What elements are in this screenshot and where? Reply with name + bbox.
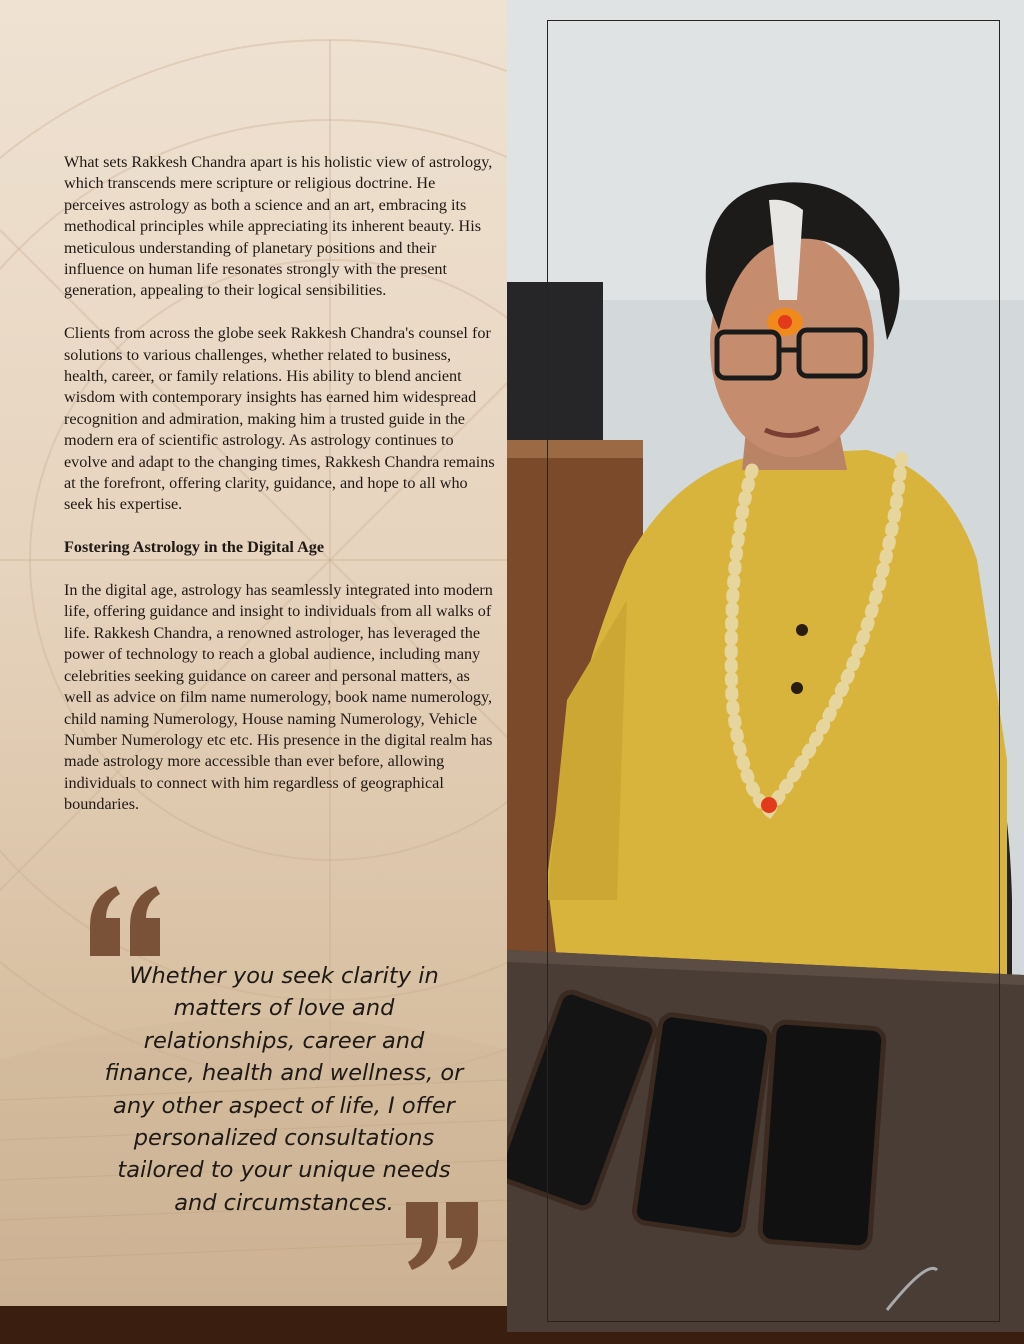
pull-quote: Whether you seek clarity in matters of love and relationships, career and finance, health and wellness, or any other aspect of life, I offer personalized consultations tailored to your unique needs and circumstances. bbox=[104, 963, 464, 1216]
close-quote-icon bbox=[402, 1198, 486, 1278]
left-column bbox=[0, 0, 507, 1306]
article-body bbox=[64, 152, 496, 837]
paragraph-1: What sets Rakkesh Chandra apart is his holistic view of astrology, which transcends mere scripture or religious doctrine. He perceives astrology as both a science and an art, embracing its methodical principles while appreciating its inherent beauty. His meticulous understanding of planetary positions and their influence on human life resonates strongly with the present generation, appealing to their logical sensibilities. bbox=[64, 153, 493, 300]
section-heading: Fostering Astrology in the Digital Age bbox=[64, 538, 325, 557]
paragraph-2: Clients from across the globe seek Rakkesh Chandra's counsel for solutions to various challenges, whether related to business, health, career, or family relations. His ability to blend ancient wisdom with contemporary insights has earned him widespread recognition and admiration, making him a trusted guide in the modern era of scientific astrology. As astrology continues to evolve and adapt to the changing times, Rakkesh Chandra remains at the forefront, offering clarity, guidance, and hope to all who seek his expertise. bbox=[64, 324, 495, 514]
footer-bar-right bbox=[507, 1332, 1024, 1344]
open-quote-icon bbox=[86, 878, 170, 958]
photo-frame-border bbox=[547, 20, 1000, 1322]
footer-bar bbox=[0, 1306, 507, 1344]
paragraph-3: In the digital age, astrology has seamlessly integrated into modern life, offering guidance and insight to individuals from all walks of life. Rakkesh Chandra, a renowned astrologer, has leveraged the power of technology to reach a global audience, including many celebrities seeking guidance on career and personal matters, as well as advice on film name numerology, book name numerology, child naming Numerology, House naming Numerology, Vehicle Number Numerology etc etc. His presence in the digital realm has made astrology more accessible than ever before, allowing individuals to connect with him regardless of geographical boundaries. bbox=[64, 581, 493, 814]
